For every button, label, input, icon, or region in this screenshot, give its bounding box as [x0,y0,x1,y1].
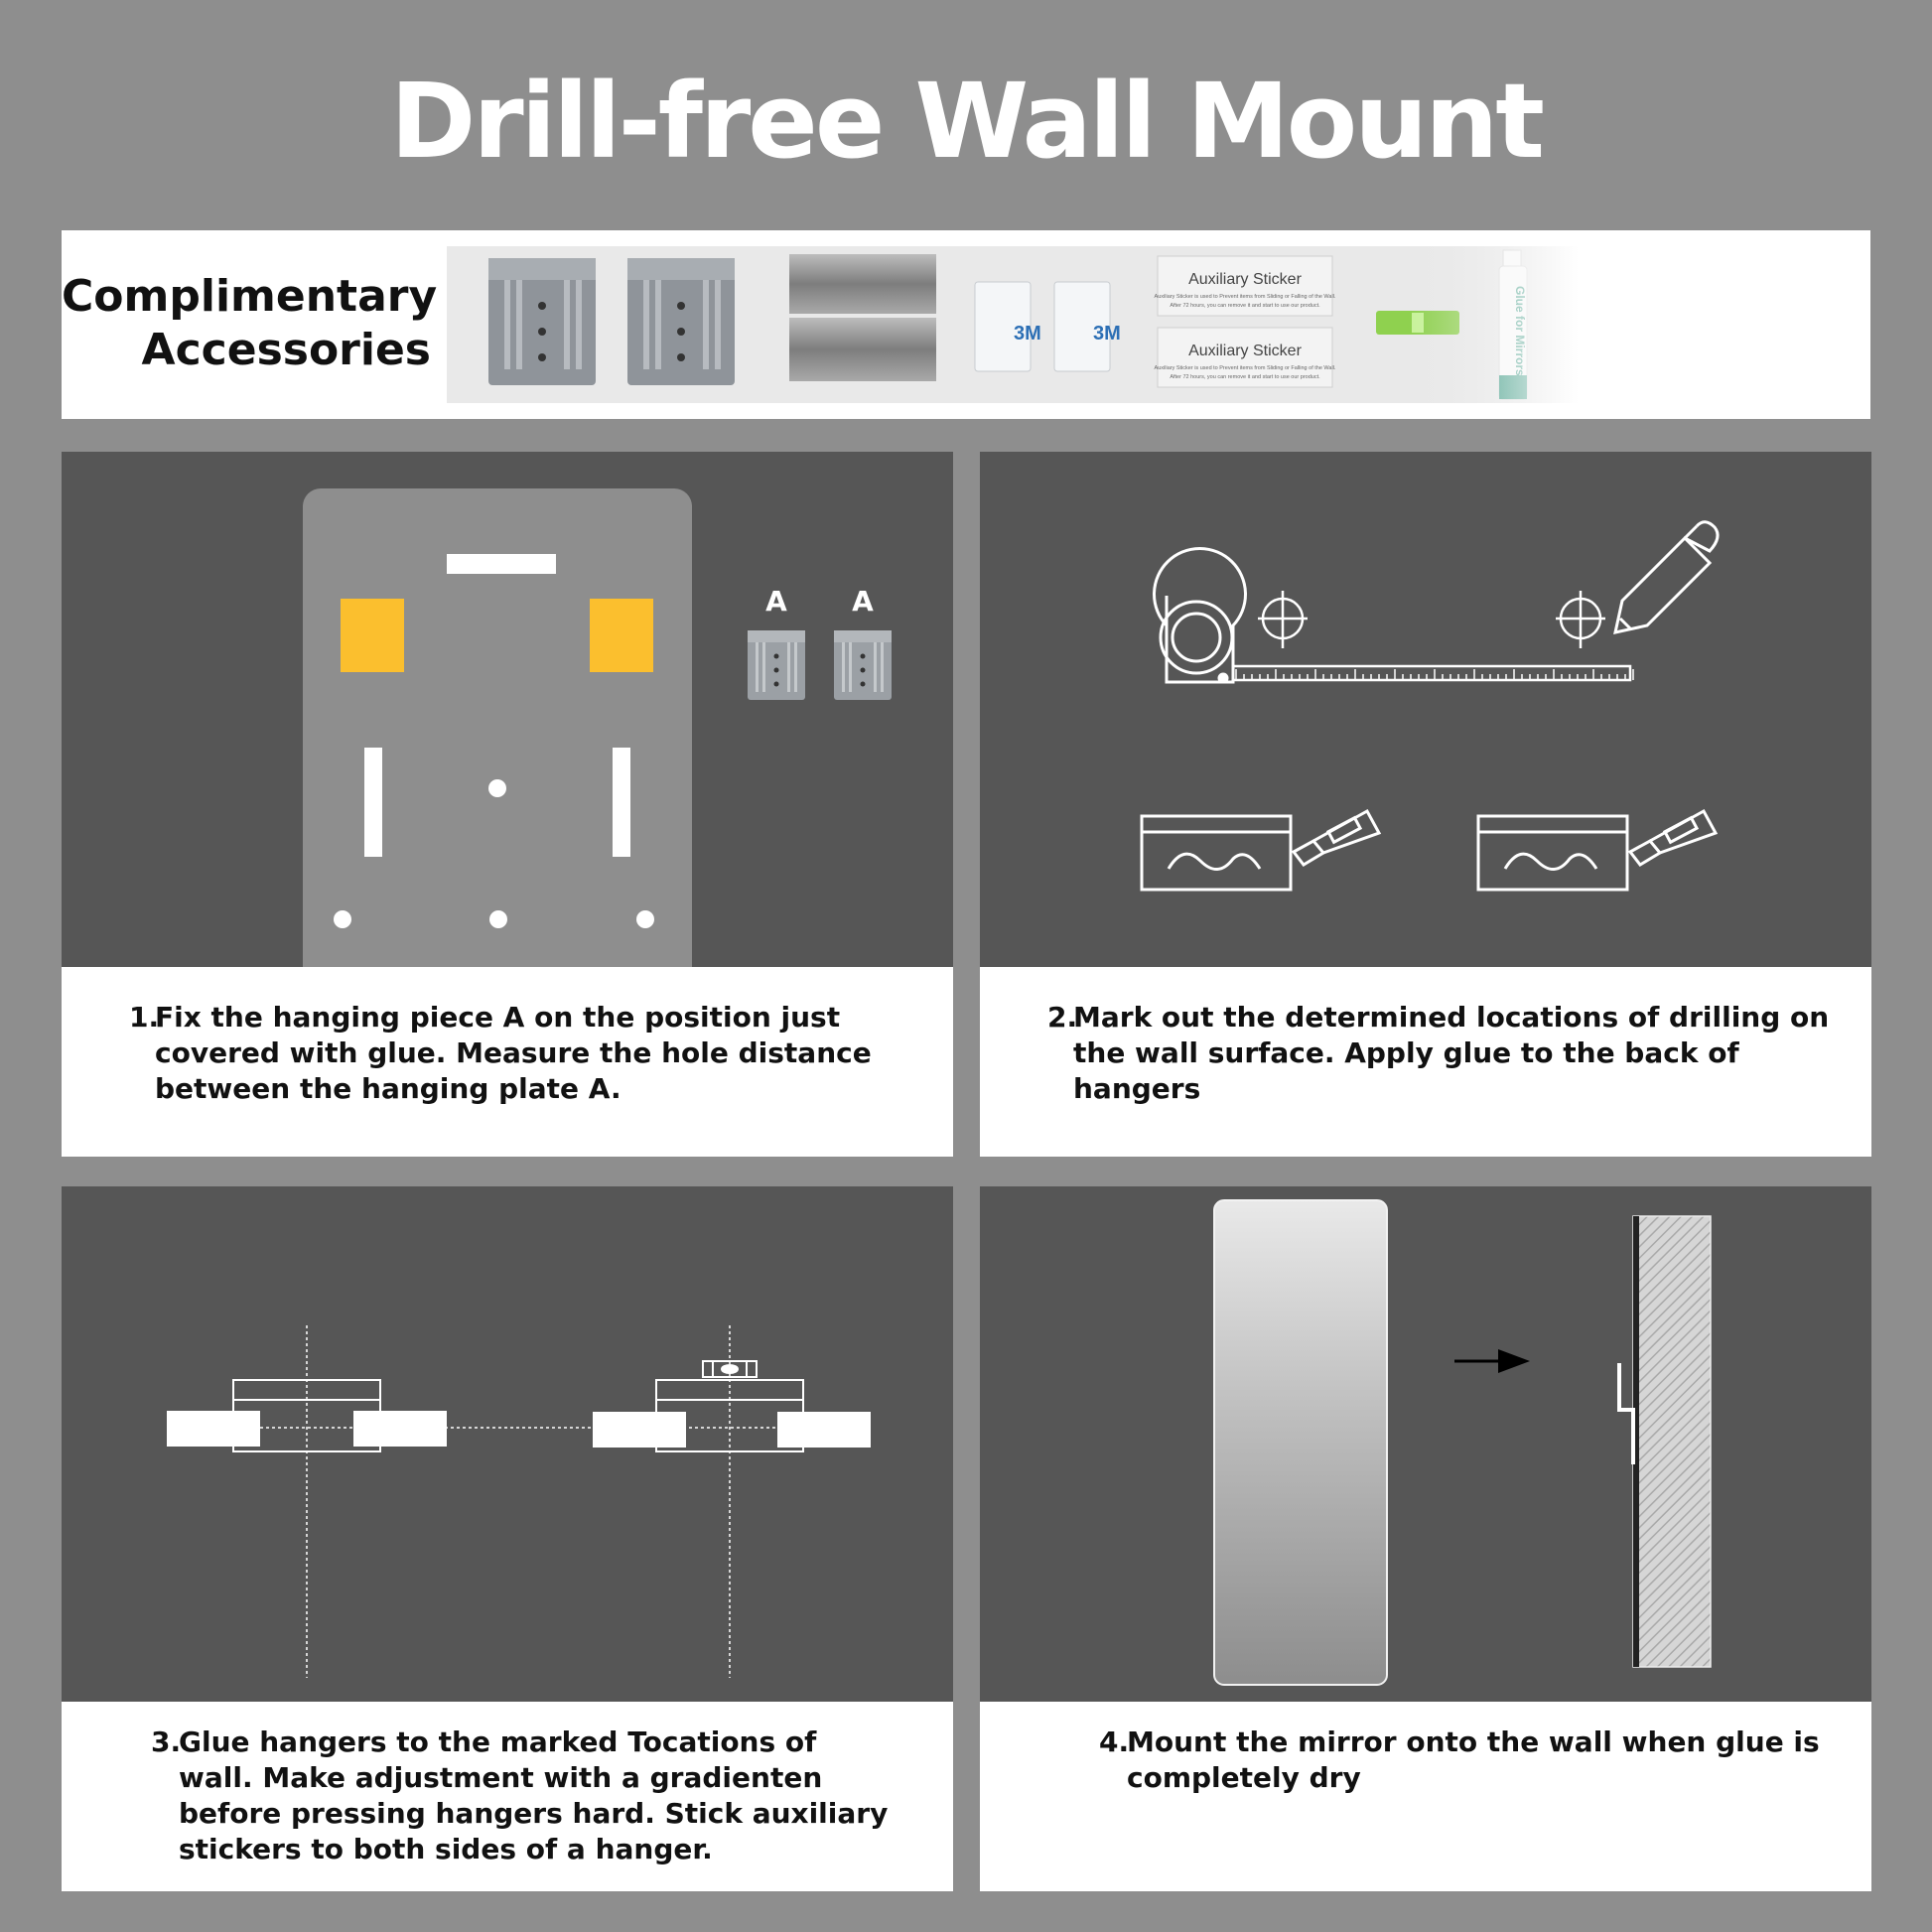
accessories-label-line2: Accessories [141,325,431,375]
step-1-text: Fix the hanging piece A on the position just covered with glue. Measure the hole distance between the hanging plate A. [155,1001,872,1105]
step-3-caption [62,1725,953,1867]
ruler-ticks-icon [1236,669,1633,680]
auxiliary-sticker-left [167,1411,260,1447]
hanging-piece-a-icon [748,630,805,700]
step-4-caption [980,1725,1871,1796]
arrow-right-icon [1454,1349,1530,1373]
step-3-illustration [62,1186,953,1702]
pencil-icon [1615,522,1718,632]
step-panel-4 [980,1186,1871,1891]
hanger-glue-icon [1142,811,1379,890]
mirror-side-view-icon [1619,1216,1711,1667]
accessories-label-line1: Complimentary [62,271,438,322]
mirror-back-panel-icon [303,488,692,967]
step-1-caption [62,1000,953,1107]
step-3-number: 3. [151,1725,182,1758]
step-panel-3 [62,1186,953,1891]
step-2-caption [980,1000,1871,1107]
hanger-glue-icon [1478,811,1716,890]
tape-measure-icon [1155,548,1631,682]
step-4-number: 4. [1099,1725,1130,1758]
step-2-text: Mark out the determined locations of drilling on the wall surface. Apply glue to the back of hangers [1073,1001,1830,1105]
step-panel-1 [62,452,953,1157]
step-2-number: 2. [1047,1001,1078,1034]
step-1-number: 1. [129,1001,160,1034]
piece-a-label-2: A [852,585,874,618]
accessories-label [62,270,438,377]
crosshair-icon [1556,591,1605,648]
step-4-illustration [980,1186,1871,1702]
piece-a-label-1: A [765,585,787,618]
auxiliary-sticker-right [777,1412,871,1448]
crosshair-icon [1258,591,1308,648]
hanging-piece-a-icon [834,630,892,700]
accessories-photo [447,246,1579,403]
auxiliary-sticker-left [593,1412,686,1448]
mirror-front-icon [1214,1200,1387,1685]
accessories-strip [62,230,1870,419]
step-2-illustration [980,452,1871,967]
step-1-illustration [62,452,953,967]
page-title: Drill-free Wall Mount [390,61,1542,182]
auxiliary-sticker-right [353,1411,447,1447]
step-3-text: Glue hangers to the marked Tocations of wall. Make adjustment with a gradienten before pressing hangers hard. Stick auxiliary stickers to both sides of a hanger. [179,1725,889,1865]
step-4-text: Mount the mirror onto the wall when glue is completely dry [1127,1725,1820,1794]
step-panel-2 [980,452,1871,1157]
